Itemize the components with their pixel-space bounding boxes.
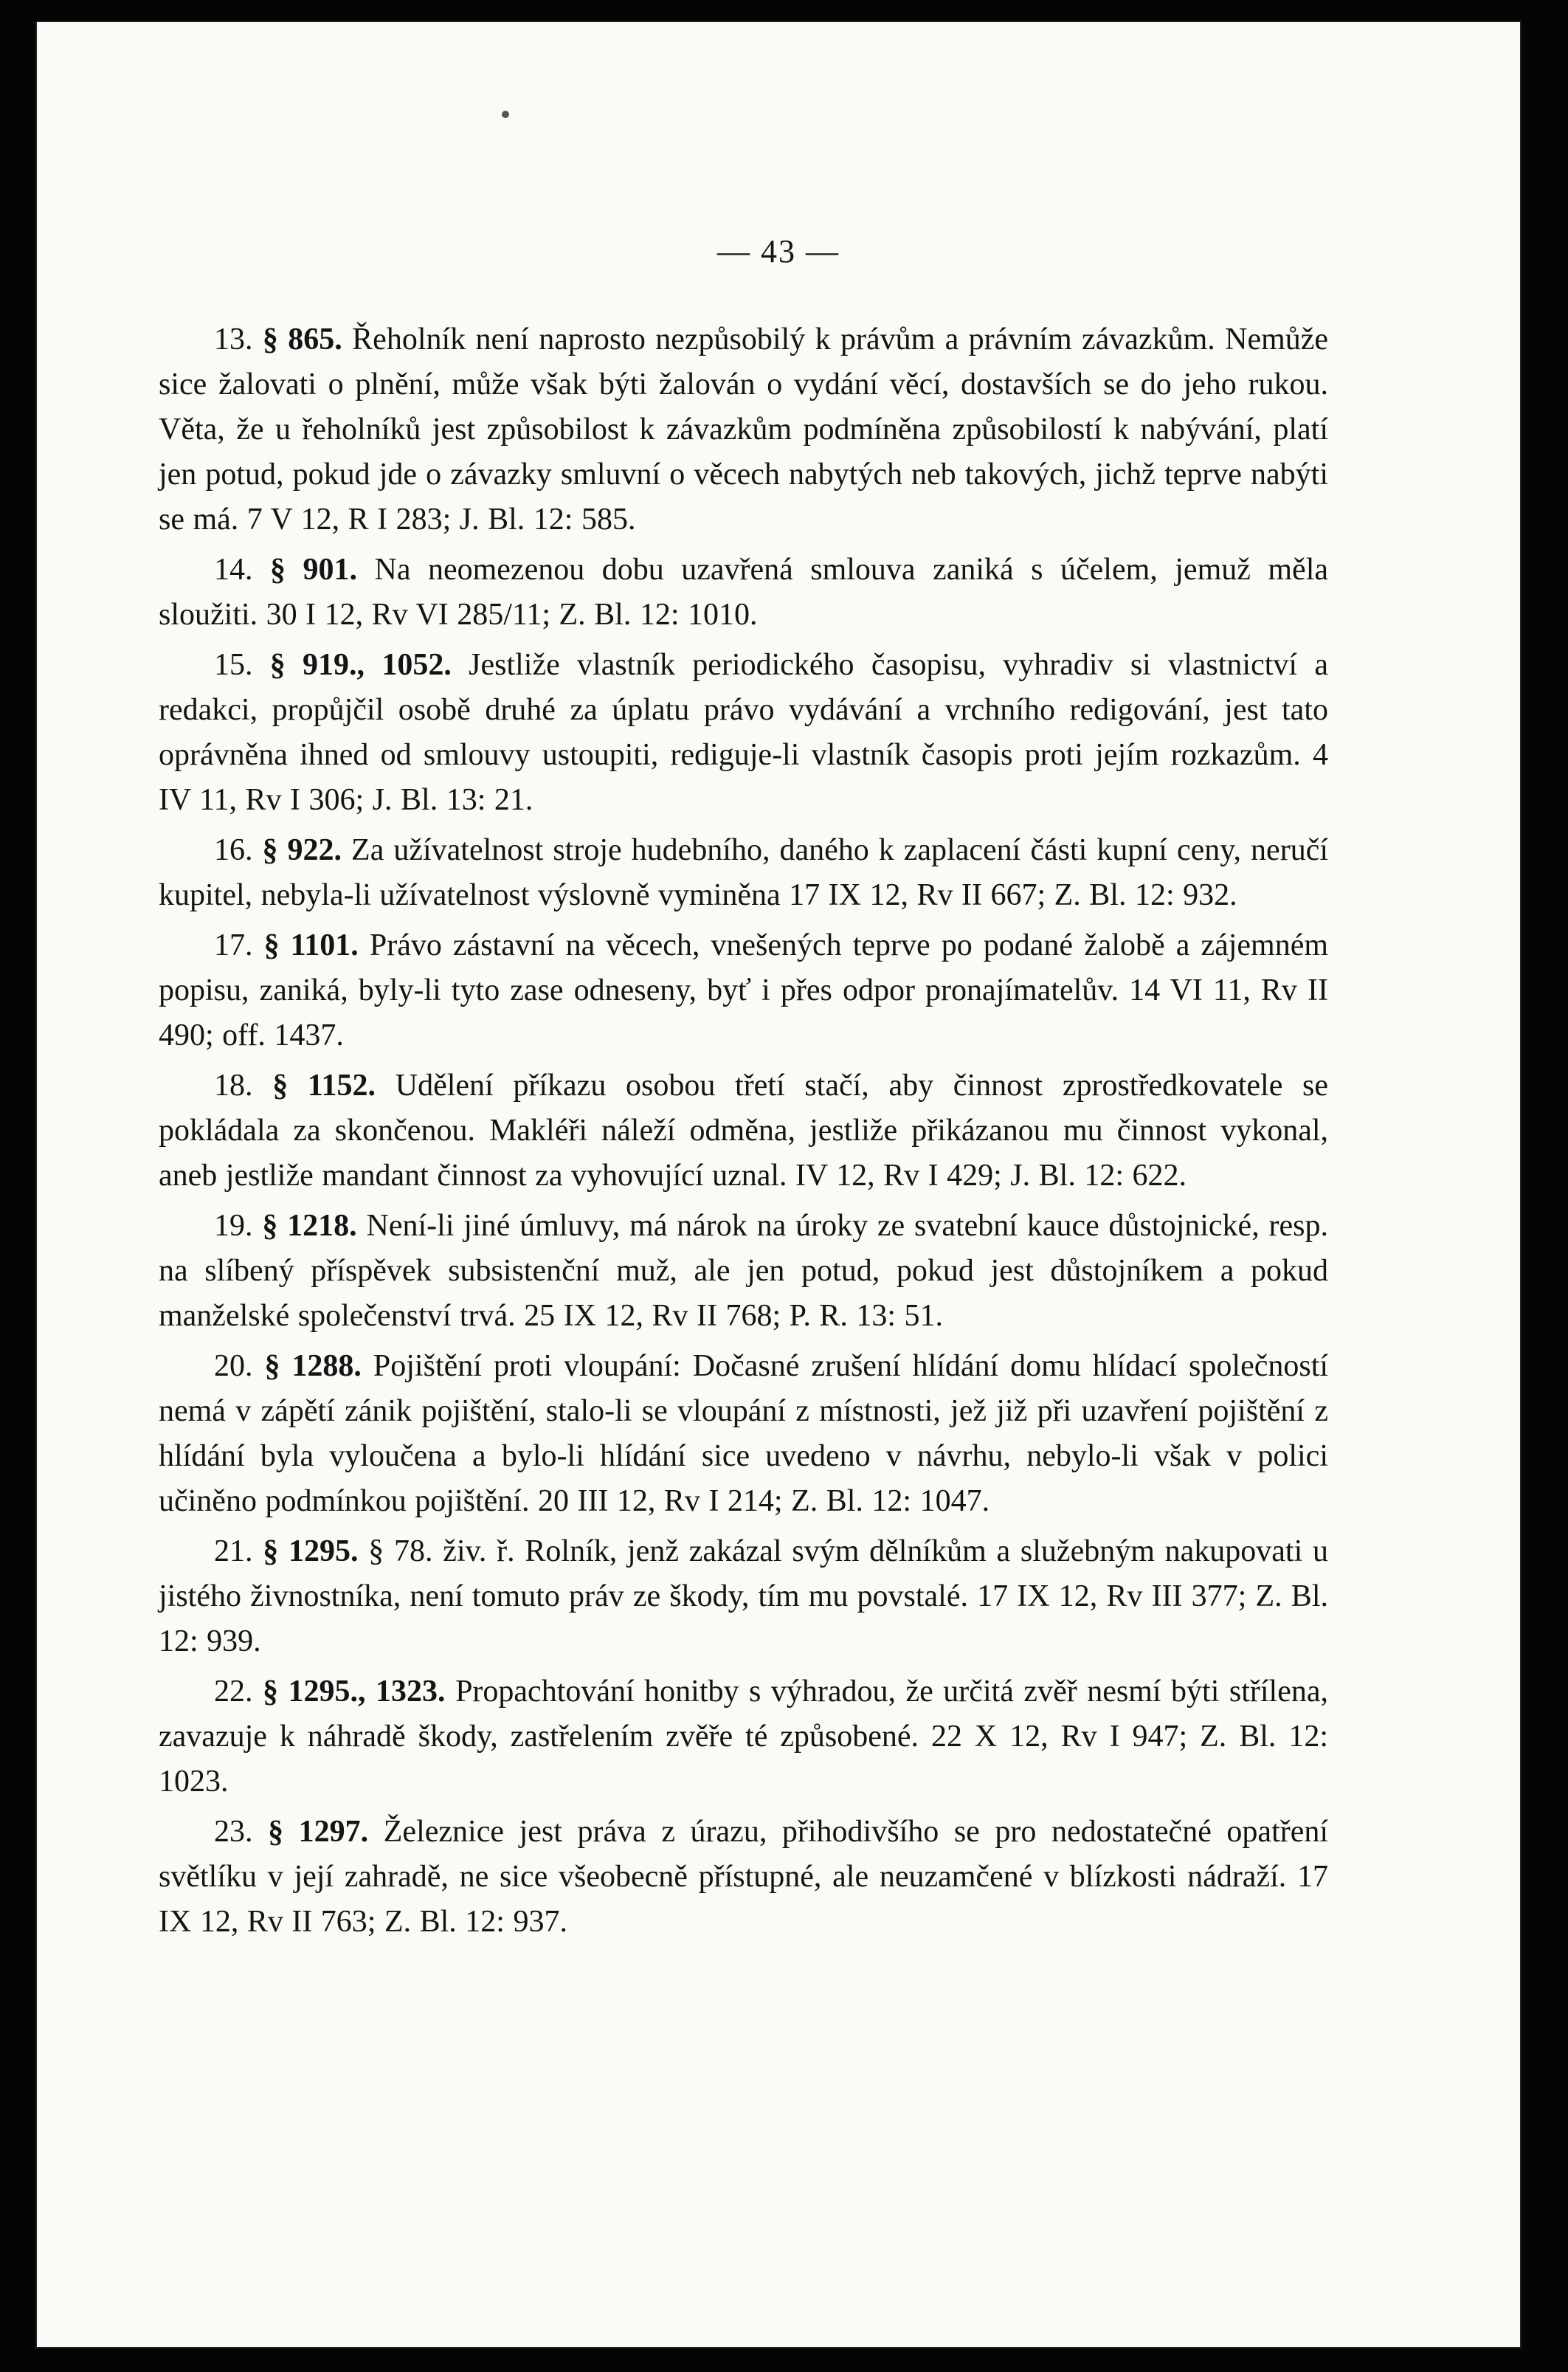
- section-ref: § 1101.: [263, 928, 359, 962]
- section-ref: § 1288.: [264, 1349, 362, 1383]
- section-ref: § 919., 1052.: [269, 648, 452, 682]
- ink-speck: [502, 111, 509, 118]
- entry-number: 17.: [214, 928, 253, 962]
- entry-text: Řeholník není naprosto nezpůsobilý k právům a právním závazkům. Nemůže sice žalovati o plnění, může však býti žalován o vydání věcí, dostavších se do jeho rukou. Věta, že u řeholníků jest způsobilost k závazkům podmíněna způsobilostí k nabývání, platí jen potud, pokud jde o závazky smluvní o věcech nabytých neb takových, jichž teprve nabýti se má. 7 V 12, R I 283; J. Bl. 12: 585.: [159, 323, 1329, 537]
- section-ref: § 901.: [270, 553, 357, 587]
- document-page: [37, 22, 1520, 2347]
- entry-text: Není-li jiné úmluvy, má nárok na úroky ze svatební kauce důstojnické, resp. na slíbený příspěvek subsistenční muž, ale jen potud, pokud jest důstojníkem a pokud manželské společenství trvá. 25 IX 12, Rv II 768; P. R. 13: 51.: [159, 1209, 1328, 1333]
- entry-text: Udělení příkazu osobou třetí stačí, aby činnost zprostředkovatele se pokládala za skončenou. Makléři náleží odměna, jestliže přikázanou mu činnost vykonal, aneb jestliže mandant činnost za vyhovující uznal. IV 12, Rv I 429; J. Bl. 12: 622.: [159, 1069, 1329, 1193]
- entry-number: 14.: [214, 553, 253, 587]
- entry-number: 16.: [214, 833, 253, 867]
- section-ref: § 1152.: [272, 1069, 376, 1103]
- entry-text: Na neomezenou dobu uzavřená smlouva zaniká s účelem, jemuž měla sloužiti. 30 I 12, Rv VI 285/11; Z. Bl. 12: 1010.: [159, 553, 1329, 632]
- entry-text: Za užívatelnost stroje hudebního, daného k zaplacení části kupní ceny, neručí kupitel, nebyla-li užívatelnost výslovně vyminěna 17 IX 12, Rv II 667; Z. Bl. 12: 932.: [159, 833, 1329, 912]
- entry-17: [159, 923, 1328, 1058]
- entry-19: [159, 1204, 1328, 1339]
- section-ref: § 922.: [262, 833, 342, 867]
- entry-text: Právo zástavní na věcech, vnešených teprve po podané žalobě a zájemném popisu, zaniká, byly-li tyto zase odneseny, byť i přes odpor pronajímatelův. 14 VI 11, Rv II 490; off. 1437.: [159, 928, 1329, 1052]
- entry-number: 22.: [214, 1675, 253, 1709]
- entry-text: Pojištění proti vloupání: Dočasné zrušení hlídání domu hlídací společností nemá v zápětí zánik pojištění, stalo-li se vloupání z místnosti, jež již při uzavření pojištění z hlídání byla vyloučena a bylo-li hlídání sice uvedeno v návrhu, nebylo-li však v polici učiněno podmínkou pojištění. 20 III 12, Rv I 214; Z. Bl. 12: 1047.: [159, 1349, 1329, 1518]
- entry-text: § 78. živ. ř. Rolník, jenž zakázal svým dělníkům a služebným nakupovati u jistého živnostníka, není tomuto práv ze škody, tím mu povstalé. 17 IX 12, Rv III 377; Z. Bl. 12: 939.: [159, 1534, 1329, 1658]
- entry-20: [159, 1344, 1328, 1524]
- section-ref: § 1295., 1323.: [263, 1675, 446, 1709]
- entry-number: 13.: [214, 323, 253, 356]
- entry-number: 20.: [214, 1349, 253, 1383]
- entry-15: [159, 643, 1328, 823]
- entry-14: [159, 548, 1328, 638]
- page-number: — 43 —: [717, 233, 840, 269]
- section-ref: § 1295.: [263, 1534, 359, 1568]
- entry-number: 18.: [214, 1069, 253, 1103]
- entry-text: Železnice jest práva z úrazu, přihodivšího se pro nedostatečné opatření světlíku v její zahradě, ne sice všeobecně přístupné, ale neuzamčené v blízkosti nádraží. 17 IX 12, Rv II 763; Z. Bl. 12: 937.: [159, 1815, 1329, 1939]
- entry-number: 21.: [214, 1534, 253, 1568]
- entry-number: 19.: [214, 1209, 253, 1243]
- entry-text: Jestliže vlastník periodického časopisu, vyhradiv si vlastnictví a redakci, propůjčil osobě druhé za úplatu právo vydávání a vrchního redigování, jest tato oprávněna ihned od smlouvy ustoupiti, rediguje-li vlastník časopis proti jejím rozkazům. 4 IV 11, Rv I 306; J. Bl. 13: 21.: [159, 648, 1329, 817]
- entry-21: [159, 1529, 1328, 1664]
- entry-text: Propachtování honitby s výhradou, že určitá zvěř nesmí býti střílena, zavazuje k náhradě škody, zastřelením zvěře té způsobené. 22 X 12, Rv I 947; Z. Bl. 12: 1023.: [159, 1675, 1329, 1799]
- entry-number: 23.: [214, 1815, 253, 1849]
- section-ref: § 1218.: [262, 1209, 357, 1243]
- entry-list: [159, 317, 1328, 1950]
- section-ref: § 865.: [262, 323, 342, 356]
- entry-18: [159, 1063, 1328, 1199]
- entry-23: [159, 1810, 1328, 1945]
- entry-16: [159, 828, 1328, 918]
- entry-13: [159, 317, 1328, 542]
- entry-22: [159, 1669, 1328, 1804]
- entry-number: 15.: [214, 648, 253, 682]
- section-ref: § 1297.: [268, 1815, 369, 1849]
